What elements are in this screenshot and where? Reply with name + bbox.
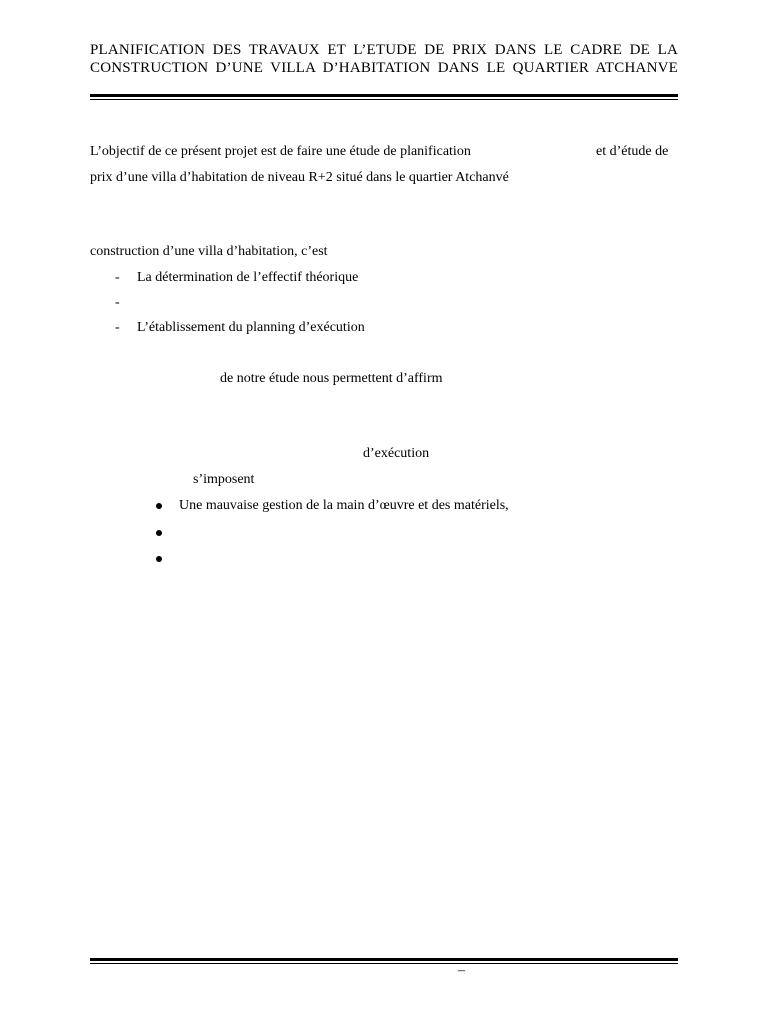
header-rule-thin (90, 99, 678, 100)
dash-marker: - (115, 270, 120, 285)
paragraph-4-line-2: s’imposent (193, 472, 255, 487)
dash-marker: - (115, 295, 120, 310)
paragraph-3-line: de notre étude nous permettent d’affirm (220, 371, 443, 386)
paragraph-1-line-2: prix d’une villa d’habitation de niveau R+2 situé dans le quartier Atchanvé (90, 170, 509, 185)
footer-rule-thick (90, 958, 678, 961)
dash-list-item-text: L’établissement du planning d’exécution (137, 320, 365, 335)
bullet-icon (156, 503, 162, 509)
bullet-icon (156, 530, 162, 536)
dash-list-item-text: La détermination de l’effectif théorique (137, 270, 359, 285)
bullet-icon (156, 556, 162, 562)
header-rule-thick (90, 94, 678, 97)
paragraph-1-line-1-end: et d’étude de (596, 144, 669, 159)
header-title-line-1: PLANIFICATION DES TRAVAUX ET L’ETUDE DE PRIX DANS LE CADRE DE LA (90, 42, 678, 58)
paragraph-4-line-1: d’exécution (363, 446, 430, 461)
document-header (90, 41, 678, 77)
bullet-list-item-text: Une mauvaise gestion de la main d’œuvre et des matériels, (179, 498, 509, 513)
paragraph-1-line-1-start: L’objectif de ce présent projet est de faire une étude de planification (90, 144, 471, 159)
page-number: – (458, 963, 465, 978)
paragraph-2-line: construction d’une villa d’habitation, c’est (90, 244, 328, 259)
dash-marker: - (115, 320, 120, 335)
footer-rule-thin (90, 963, 678, 964)
header-title-line-2: CONSTRUCTION D’UNE VILLA D’HABITATION DANS LE QUARTIER ATCHANVE (90, 60, 678, 76)
